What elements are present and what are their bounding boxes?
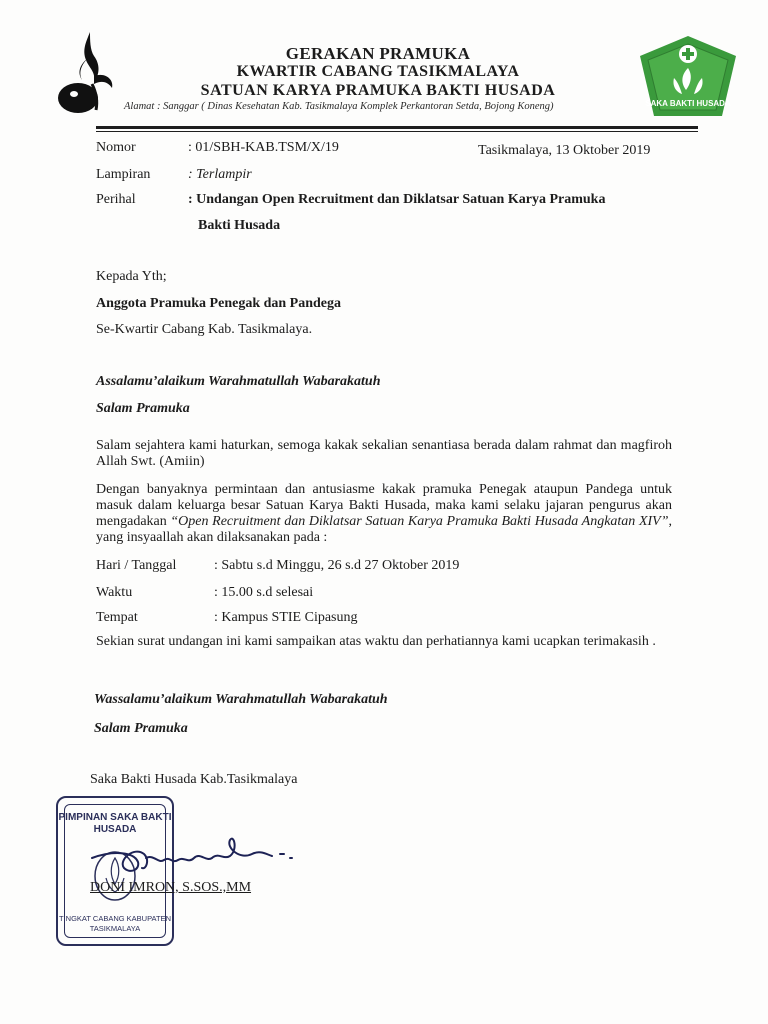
header-rule-thin	[96, 131, 698, 132]
perihal-label: Perihal	[96, 192, 136, 207]
detail-value-date: : Sabtu s.d Minggu, 26 s.d 27 Oktober 2019	[214, 558, 460, 573]
recipient-area: Se-Kwartir Cabang Kab. Tasikmalaya.	[96, 322, 313, 337]
lampiran-value: : Terlampir	[188, 167, 252, 182]
pramuka-tunas-kelapa-logo	[56, 28, 118, 120]
body-paragraph-3: Sekian surat undangan ini kami sampaikan atas waktu dan perhatiannya kami ucapkan terimakasih .	[96, 634, 656, 649]
saka-logo-text: SAKA BAKTI HUSADA	[645, 99, 731, 108]
place-date: Tasikmalaya, 13 Oktober 2019	[478, 143, 651, 158]
closing-greeting: Wassalamu’alaikum Warahmatullah Wabarakatuh	[94, 692, 388, 707]
opening-greeting: Assalamu’alaikum Warahmatullah Wabarakatuh	[96, 374, 381, 389]
signer-name: DONI IMRON, S.SOS.,MM	[90, 880, 252, 895]
letterhead-line-1: GERAKAN PRAMUKA	[285, 44, 471, 63]
nomor-value: : 01/SBH-KAB.TSM/X/19	[188, 140, 339, 155]
nomor-label: Nomor	[96, 140, 136, 155]
letterhead	[118, 44, 638, 100]
lampiran-label: Lampiran	[96, 167, 151, 182]
closing-salam: Salam Pramuka	[94, 721, 188, 736]
detail-label-place: Tempat	[96, 610, 138, 625]
opening-salam: Salam Pramuka	[96, 401, 190, 416]
header-rule-thick	[96, 126, 698, 129]
recipient-salutation: Kepada Yth;	[96, 269, 167, 284]
detail-value-time: : 15.00 s.d selesai	[214, 585, 314, 600]
signature	[84, 824, 304, 884]
recipient-name: Anggota Pramuka Penegak dan Pandega	[96, 296, 342, 311]
body-paragraph-2-start: Dengan banyaknya permintaan dan antusiasme kakak pramuka Penegak ataupun Pandega untuk masuk dalam keluarga besar Satuan Karya Bakti Husada, maka kami selaku jajaran pengurus akan mengadakan	[96, 482, 672, 529]
perihal-value-line-1: : Undangan Open Recruitment dan Diklatsar Satuan Karya Pramuka	[188, 192, 606, 207]
body-paragraph-1: Salam sejahtera kami haturkan, semoga kakak sekalian senantiasa berada dalam rahmat dan magfiroh Allah Swt. (Amiin)	[96, 438, 672, 469]
letterhead-address: Alamat : Sanggar ( Dinas Kesehatan Kab. Tasikmalaya Komplek Perkantoran Setda, Bojong Koneng)	[124, 101, 554, 112]
saka-bakti-husada-logo	[636, 34, 740, 120]
perihal-value-line-2: Bakti Husada	[198, 218, 281, 233]
stamp-bottom-text: TINGKAT CABANG KABUPATEN TASIKMALAYA	[59, 914, 171, 933]
body-paragraph-2-end: , yang insyaallah akan dilaksanakan pada :	[96, 514, 672, 545]
closing-organization: Saka Bakti Husada Kab.Tasikmalaya	[90, 772, 298, 787]
detail-label-date: Hari / Tanggal	[96, 558, 177, 573]
detail-label-time: Waktu	[96, 585, 133, 600]
letterhead-line-3: SATUAN KARYA PRAMUKA BAKTI HUSADA	[200, 82, 556, 99]
event-title: “Open Recruitment dan Diklatsar Satuan Karya Pramuka Bakti Husada Angkatan XIV”	[170, 514, 669, 529]
detail-value-place: : Kampus STIE Cipasung	[214, 610, 358, 625]
letterhead-line-2: KWARTIR CABANG TASIKMALAYA	[236, 63, 520, 80]
stamp-top-text: PIMPINAN SAKA BAKTI HUSADA	[58, 812, 172, 835]
body-paragraph-2	[96, 482, 672, 546]
